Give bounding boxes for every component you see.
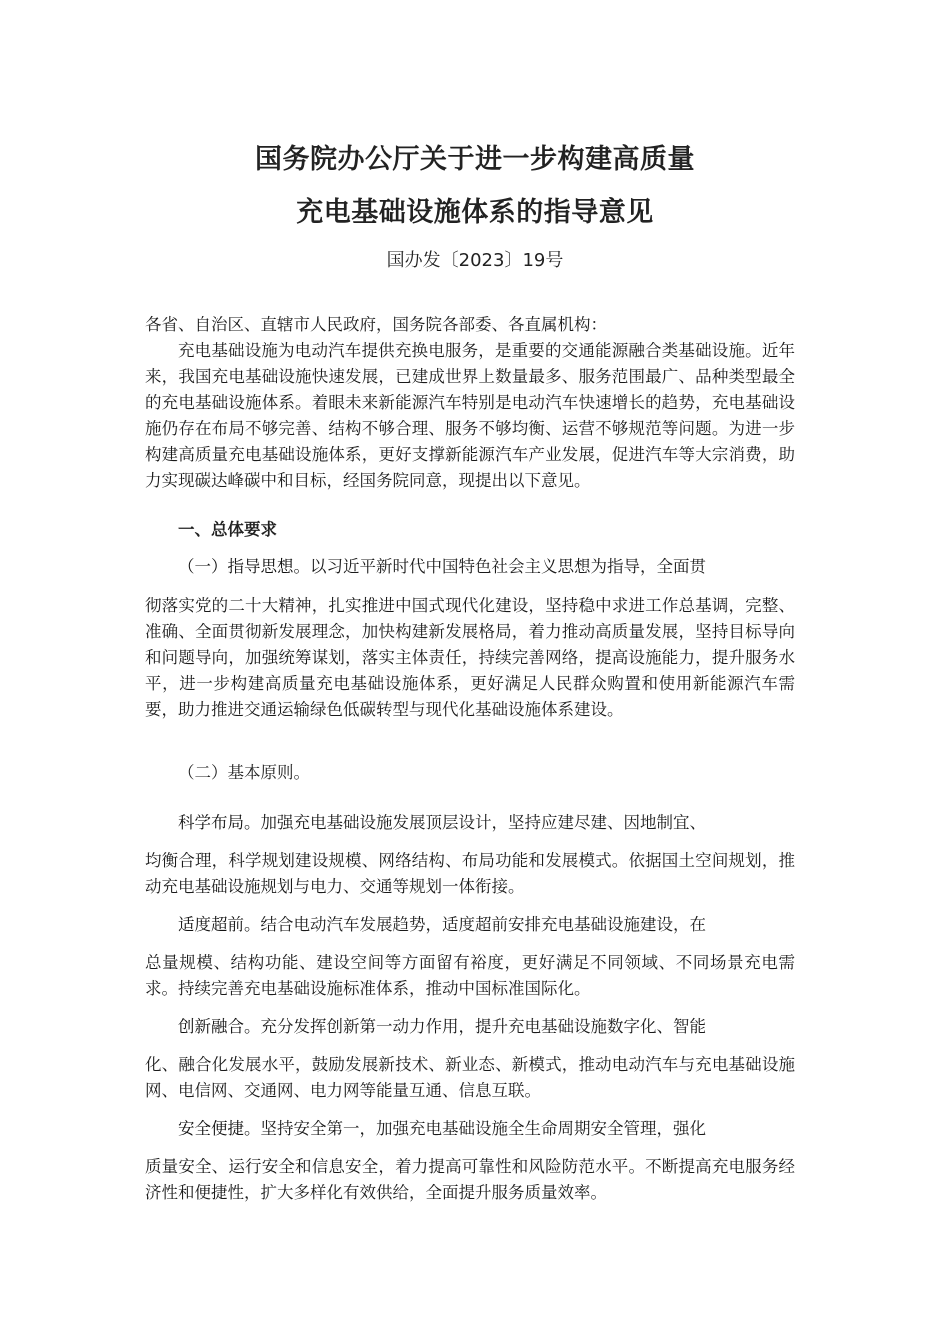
document-title-line2: 充电基础设施体系的指导意见 xyxy=(296,197,654,228)
guiding-ideology-paragraph: 彻落实党的二十大精神，扎实推进中国式现代化建设，坚持稳中求进工作总基调，完整、准确、全面贯彻新发展理念，加快构建新发展格局，着力推动高质量发展，坚持目标导向和问题导向，加强统筹谋划，落实主体责任，持续完善网络，提高设施能力，提升服务水平，进一步构建高质量充电基础设施体系，更好满足人民群众购置和使用新能源汽车需要，助力推进交通运输绿色低碳转型与现代化基础设施体系建设。 xyxy=(145,596,795,719)
section1-heading: 一、总体要求 xyxy=(178,520,277,539)
principle-4-first-text: 坚持安全第一，加强充电基础设施全生命周期安全管理，强化 xyxy=(260,1119,706,1138)
principle-1-first-text: 加强充电基础设施发展顶层设计，坚持应建尽建、因地制宜、 xyxy=(260,813,706,832)
principle-4-first-line xyxy=(145,1116,795,1142)
principle-1-lead: 科学布局。 xyxy=(178,813,261,832)
guiding-ideology-lead: （一）指导思想。 xyxy=(178,557,310,576)
guiding-ideology-first-text: 以习近平新时代中国特色社会主义思想为指导，全面贯 xyxy=(310,557,706,576)
principle-3-paragraph: 化、融合化发展水平，鼓励发展新技术、新业态、新模式，推动电动汽车与充电基础设施网、电信网、交通网、电力网等能量互通、信息互联。 xyxy=(145,1055,795,1100)
principle-1-first-line xyxy=(145,810,795,836)
principle-4-lead: 安全便捷。 xyxy=(178,1119,261,1138)
intro-paragraph: 充电基础设施为电动汽车提供充换电服务，是重要的交通能源融合类基础设施。近年来，我国充电基础设施快速发展，已建成世界上数量最多、服务范围最广、品种类型最全的充电基础设施体系。着眼未来新能源汽车特别是电动汽车快速增长的趋势，充电基础设施仍存在布局不够完善、结构不够合理、服务不够均衡、运营不够规范等问题。为进一步构建高质量充电基础设施体系，更好支撑新能源汽车产业发展，促进汽车等大宗消费，助力实现碳达峰碳中和目标，经国务院同意，现提出以下意见。 xyxy=(145,341,795,490)
principle-2-first-text: 结合电动汽车发展趋势，适度超前安排充电基础设施建设，在 xyxy=(260,915,706,934)
guiding-ideology-first-line xyxy=(145,554,795,580)
document-number: 国办发〔2023〕19号 xyxy=(386,250,564,271)
principle-3-first-text: 充分发挥创新第一动力作用，提升充电基础设施数字化、智能 xyxy=(260,1017,706,1036)
principle-1-paragraph: 均衡合理，科学规划建设规模、网络结构、布局功能和发展模式。依据国土空间规划，推动充电基础设施规划与电力、交通等规划一体衔接。 xyxy=(145,851,795,896)
document-title-line1: 国务院办公厅关于进一步构建高质量 xyxy=(255,144,695,175)
principle-2-paragraph: 总量规模、结构功能、建设空间等方面留有裕度，更好满足不同领域、不同场景充电需求。持续完善充电基础设施标准体系，推动中国标准国际化。 xyxy=(145,953,795,998)
principle-2-lead: 适度超前。 xyxy=(178,915,261,934)
basic-principles-heading: （二）基本原则。 xyxy=(178,763,310,782)
principle-4-paragraph: 质量安全、运行安全和信息安全，着力提高可靠性和风险防范水平。不断提高充电服务经济性和便捷性，扩大多样化有效供给，全面提升服务质量效率。 xyxy=(145,1157,795,1202)
addressee: 各省、自治区、直辖市人民政府，国务院各部委、各直属机构： xyxy=(145,315,607,334)
principle-2-first-line xyxy=(145,912,795,938)
principle-3-first-line xyxy=(145,1014,795,1040)
principle-3-lead: 创新融合。 xyxy=(178,1017,261,1036)
